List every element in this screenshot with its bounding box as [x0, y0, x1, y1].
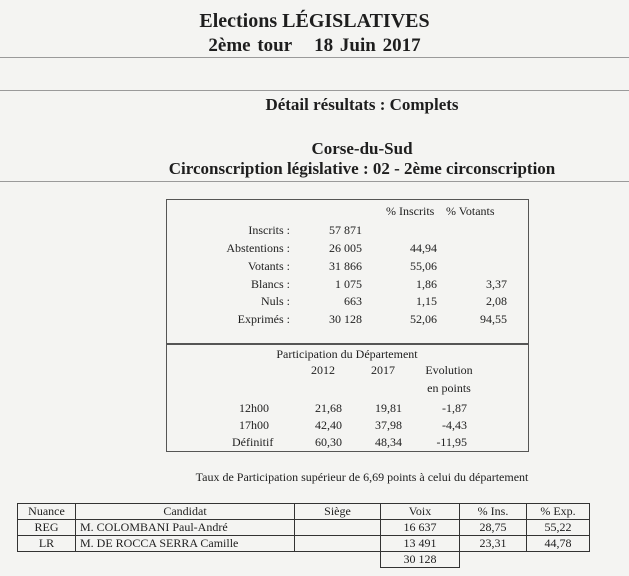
header-siege: Siège: [295, 504, 381, 520]
detail-status: Détail résultats : Complets: [265, 95, 459, 114]
participation-note: Taux de Participation supérieur de 6,69 points à celui du département: [195, 470, 529, 484]
col-pct-votants: % Votants: [446, 204, 495, 218]
stats-pct-vot: 2,08: [486, 294, 507, 308]
rule-top: [0, 57, 629, 58]
cell-nuance: LR: [18, 536, 76, 552]
stats-pct-vot: 94,55: [480, 312, 507, 326]
page-title: Elections LÉGISLATIVES: [199, 10, 430, 32]
cell-voix: 13 491: [381, 536, 460, 552]
col-2012: 2012: [311, 363, 335, 377]
participation-2017: 37,98: [375, 418, 402, 432]
table-row: [18, 536, 590, 552]
cell-pct-ins: 28,75: [460, 520, 527, 536]
col-pct-inscrits: % Inscrits: [386, 204, 435, 218]
stats-pct-ins: 1,15: [416, 294, 437, 308]
stats-label: Exprimés :: [237, 312, 290, 326]
round-label: 2ème tour: [208, 35, 293, 56]
cell-candidat: M. COLOMBANI Paul-André: [76, 520, 295, 536]
participation-evolution: -1,87: [442, 401, 467, 415]
participation-title: Participation du Département: [276, 347, 418, 361]
stats-pct-ins: 52,06: [410, 312, 437, 326]
participation-label: Définitif: [232, 435, 274, 449]
participation-2012: 60,30: [315, 435, 342, 449]
stats-value: 31 866: [329, 259, 362, 273]
rule-2: [0, 90, 629, 91]
participation-box: [166, 343, 529, 452]
participation-evolution: -11,95: [436, 435, 467, 449]
stats-label: Votants :: [247, 259, 290, 273]
col-evolution: Evolution: [425, 363, 473, 377]
col-2017: 2017: [371, 363, 395, 377]
cell-siege: [295, 536, 381, 552]
cell-siege: [295, 520, 381, 536]
total-voix: 30 128: [381, 552, 460, 568]
stats-value: 1 075: [335, 277, 362, 291]
date-label: 18 Juin 2017: [314, 35, 421, 56]
header-pct-ins: % Ins.: [460, 504, 527, 520]
stats-label: Nuls :: [260, 294, 290, 308]
stats-label: Blancs :: [251, 277, 290, 291]
cell-pct-exp: 55,22: [527, 520, 590, 536]
rule-3: [0, 181, 629, 182]
cell-nuance: REG: [18, 520, 76, 536]
header-voix: Voix: [381, 504, 460, 520]
participation-2012: 21,68: [315, 401, 342, 415]
stats-value: 57 871: [329, 223, 362, 237]
participation-label: 12h00: [239, 401, 269, 415]
stats-pct-ins: 44,94: [410, 241, 437, 255]
stats-pct-ins: 1,86: [416, 277, 437, 291]
results-table: [17, 503, 590, 568]
stats-value: 26 005: [329, 241, 362, 255]
cell-pct-exp: 44,78: [527, 536, 590, 552]
department-name: Corse-du-Sud: [311, 139, 413, 158]
participation-2017: 19,81: [375, 401, 402, 415]
cell-voix: 16 637: [381, 520, 460, 536]
participation-evolution: -4,43: [442, 418, 467, 432]
stats-pct-ins: 55,06: [410, 259, 437, 273]
stats-value: 30 128: [329, 312, 362, 326]
stats-label: Abstentions :: [226, 241, 290, 255]
table-header-row: [18, 504, 590, 520]
round-date: [0, 35, 629, 57]
table-row: [18, 520, 590, 536]
cell-pct-ins: 23,31: [460, 536, 527, 552]
stats-label: Inscrits :: [248, 223, 290, 237]
constituency-name: Circonscription législative : 02 - 2ème circonscription: [168, 159, 556, 178]
participation-2017: 48,34: [375, 435, 402, 449]
header-pct-exp: % Exp.: [527, 504, 590, 520]
header-candidat: Candidat: [76, 504, 295, 520]
header-nuance: Nuance: [18, 504, 76, 520]
cell-candidat: M. DE ROCCA SERRA Camille: [76, 536, 295, 552]
participation-2012: 42,40: [315, 418, 342, 432]
participation-label: 17h00: [239, 418, 269, 432]
col-evolution-unit: en points: [427, 381, 471, 395]
stats-value: 663: [344, 294, 362, 308]
stats-pct-vot: 3,37: [486, 277, 507, 291]
total-row: [18, 552, 590, 568]
stats-box: [166, 199, 529, 345]
